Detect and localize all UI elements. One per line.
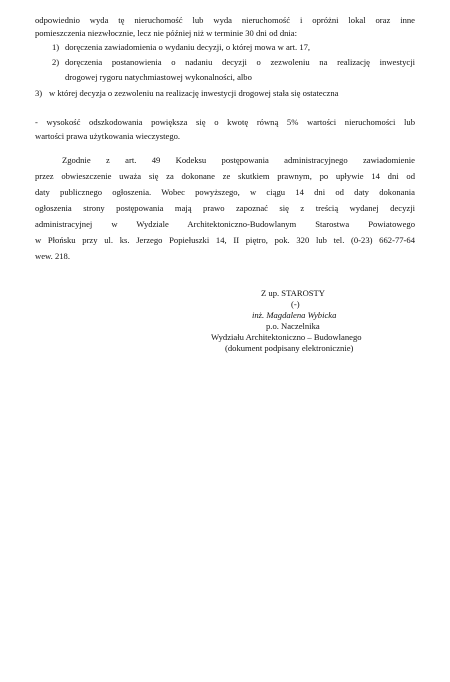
intro-line-2: pomieszczenia niezwłocznie, lecz nie później niż w terminie 30 dni od dnia: [35,28,298,38]
list-item [35,41,415,56]
conditions-list [35,41,415,101]
list-item-number: 1) [52,42,60,52]
signatory-name: inż. Magdalena Wybicka [252,310,337,320]
compensation-line-1: - wysokość odszkodowania powiększa się o kwotę równą 5% wartości nieruchomości lub [35,117,415,127]
notice-line: ogłoszenia strony postępowania mają prawo zapoznać się z treścią wydanej decyzji [35,203,415,213]
list-item-line: doręczenia zawiadomienia o wydaniu decyzji, o której mowa w art. 17, [65,42,311,52]
list-item-line: w której decyzja o zezwoleniu na realizację inwestycji drogowej stała się ostateczna [49,88,339,98]
notice-paragraph [35,152,415,264]
list-item-number: 2) [52,57,60,67]
notice-line: Zgodnie z art. 49 Kodeksu postępowania administracyjnego zawiadomienie [62,155,415,165]
list-item-line: doręczenia postanowienia o nadaniu decyzji o zezwoleniu na realizację inwestycji [65,57,415,67]
signature-authority: Z up. STAROSTY [261,288,326,298]
list-item [35,87,415,101]
notice-line: administracyjnej w Wydziale Architektoniczno-Budowlanym Starostwa Powiatowego [35,219,415,229]
signatory-department: Wydziału Architektoniczno – Budowlanego [211,332,362,342]
list-item [35,56,415,87]
electronic-signature-note: (dokument podpisany elektronicznie) [225,343,354,353]
list-item-line: drogowej rygoru natychmiastowej wykonalności, albo [65,72,252,82]
notice-line: w Płońsku przy ul. ks. Jerzego Popiełuszki 14, II piętro, pok. 320 lub tel. (0-23) 662-77-64 [35,235,415,245]
intro-paragraph [35,14,415,40]
signatory-position: p.o. Naczelnika [266,321,320,331]
notice-line: przez obwieszczenie uważa się za dokonane ze skutkiem prawnym, po upływie 14 dni od [35,171,415,181]
notice-line: daty publicznego ogłoszenia. Wobec powyższego, w ciągu 14 dni od daty dokonania [35,187,415,197]
list-item-number: 3) [35,88,43,98]
signature-mark: (-) [291,299,300,309]
notice-line: wew. 218. [35,251,71,261]
compensation-line-2: wartości prawa użytkowania wieczystego. [35,131,181,141]
intro-line-1: odpowiednio wyda tę nieruchomość lub wyda nieruchomość i opróżni lokal oraz inne [35,15,415,25]
compensation-paragraph [35,116,415,143]
